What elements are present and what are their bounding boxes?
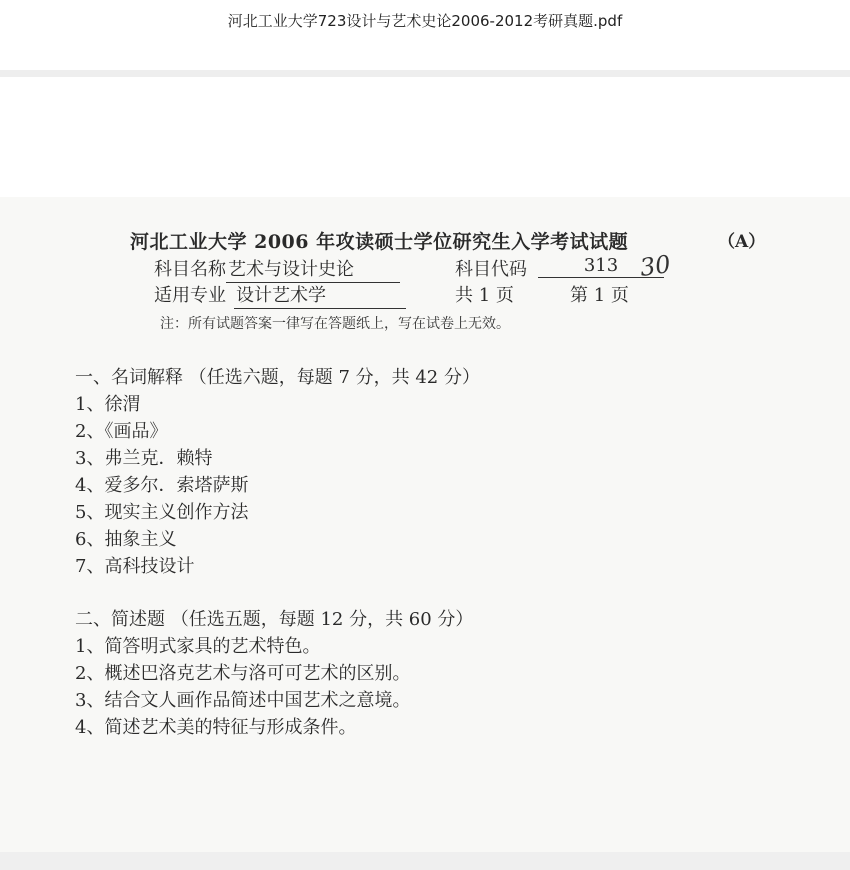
subject-code-label: 科目代码 — [455, 259, 527, 280]
section-1-title: 一、名词解释 （任选六题，每题 7 分，共 42 分） — [75, 367, 480, 388]
list-item: 1、徐渭 — [75, 394, 141, 415]
list-item: 5、现实主义创作方法 — [75, 502, 249, 523]
pages-total: 共 1 页 — [455, 285, 514, 306]
subject-name-value: 艺术与设计史论 — [226, 255, 400, 283]
list-item: 2、概述巴洛克艺术与洛可可艺术的区别。 — [75, 663, 411, 684]
list-item: 4、爱多尔．索塔萨斯 — [75, 475, 249, 496]
list-item: 3、弗兰克．赖特 — [75, 448, 213, 469]
major-label: 适用专业 — [154, 285, 226, 306]
list-item: 7、高科技设计 — [75, 556, 195, 577]
list-item: 2、《画品》 — [75, 421, 168, 442]
paper-version: （A） — [718, 232, 766, 252]
list-item: 6、抽象主义 — [75, 529, 177, 550]
handwritten-page-number: 30 — [638, 250, 673, 282]
list-item: 4、简述艺术美的特征与形成条件。 — [75, 717, 357, 738]
scanned-page — [0, 197, 850, 852]
subject-name-label: 科目名称 — [154, 259, 226, 280]
viewer-footer — [0, 852, 850, 870]
viewer-header — [0, 0, 850, 70]
major-value: 设计艺术学 — [234, 281, 406, 309]
document-title: 河北工业大学723设计与艺术史论2006-2012考研真题.pdf — [227, 12, 623, 30]
list-item: 1、简答明式家具的艺术特色。 — [75, 636, 321, 657]
exam-note: 注：所有试题答案一律写在答题纸上，写在试卷上无效。 — [160, 316, 510, 332]
document-viewer[interactable] — [0, 77, 850, 852]
exam-header-title: 河北工业大学 2006 年攻读硕士学位研究生入学考试试题 — [130, 231, 629, 253]
list-item: 3、结合文人画作品简述中国艺术之意境。 — [75, 690, 411, 711]
section-2-title: 二、简述题 （任选五题，每题 12 分，共 60 分） — [75, 609, 474, 630]
page-current: 第 1 页 — [570, 285, 629, 306]
subject-code-value: 313 — [538, 255, 664, 278]
header-divider — [0, 70, 850, 77]
